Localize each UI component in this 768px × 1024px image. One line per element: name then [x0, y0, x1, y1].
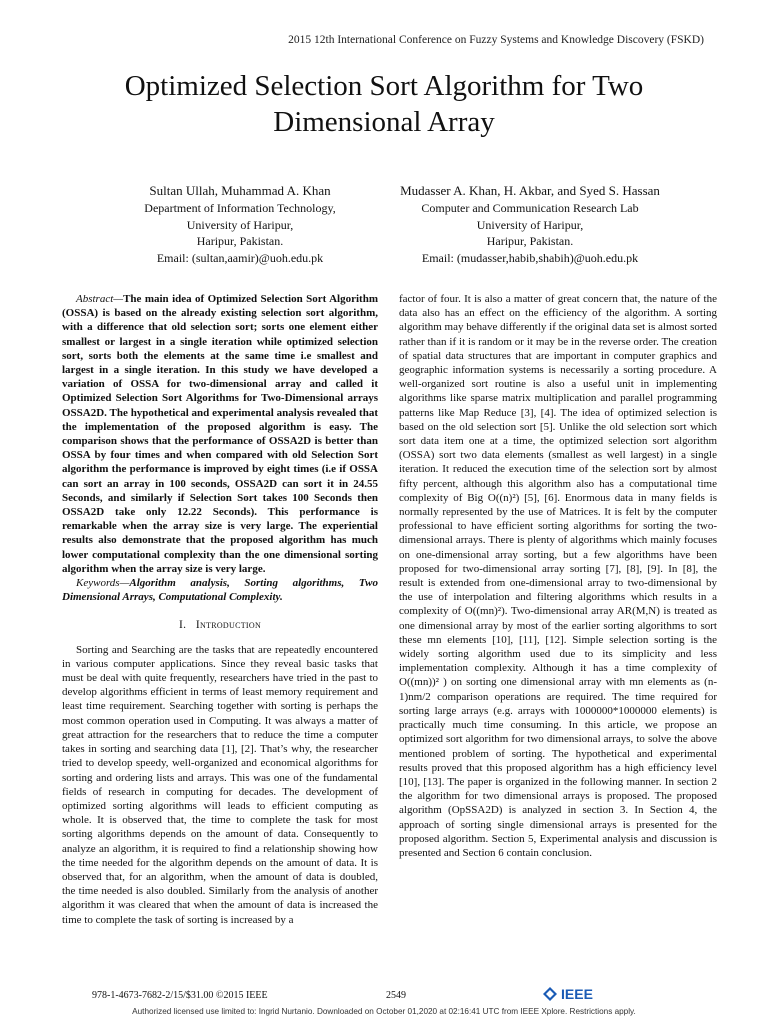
author-block-2: [370, 182, 690, 266]
author-university: University of Haripur,: [476, 217, 584, 232]
conference-header: 2015 12th International Conference on Fuzzy Systems and Knowledge Discovery (FSKD): [288, 34, 704, 46]
right-column: [399, 292, 717, 860]
author-names: Sultan Ullah, Muhammad A. Khan: [149, 183, 331, 198]
intro-paragraph: Sorting and Searching are the tasks that are repeatedly encountered in various computer applications. Since they reveal basic tasks that must be deal with quite frequently, researchers have tried in the past to develop algorithms efficient in terms of least memory requirement and least time requirement. Searching together with sorting is perhaps the most common operation used in Computing. It was always a matter of great attraction for the researchers that to reduce the time a computer takes in sorting and searching data [1], [2]. That’s why, the researcher tried to develop speedy, well-organized and economical algorithms for sorting and ordering lists and arrays. This was one of the fundamental fields of research in computing for decades. The development of optimized sorting algorithms will leads to efficient computing as whole. It is observed that, the time to complete the task for most sorting algorithms depends on the amount of data. Consequently to analyze an algorithm, it is required to find a relationship showing how the time needed for the algorithm depends on the amount of data. It is observed that, for an algorithm, when the amount of data is doubled, the time needed is also doubled. Similarly from the analysis of another algorithm it was cleared that when the amount of data is increased the time to complete the task of sorting is increased by a: [62, 643, 378, 926]
license-notice: Authorized licensed use limited to: Ingrid Nurtanio. Downloaded on October 01,2020 at 02:16:41 UTC from IEEE Xplore. Restrictions apply.: [132, 1007, 636, 1016]
author-email: Email: (sultan,aamir)@uoh.edu.pk: [156, 250, 324, 265]
author-location: Haripur, Pakistan.: [486, 234, 574, 248]
keywords-label: Keywords—: [76, 577, 130, 590]
author-university: University of Haripur,: [186, 217, 294, 232]
abstract-label: Abstract—: [76, 293, 124, 305]
section-number: I.: [178, 619, 187, 632]
author-location: Haripur, Pakistan.: [196, 234, 284, 248]
author-block-1: [110, 182, 370, 266]
left-column: [62, 292, 378, 927]
paper-title: [0, 68, 768, 140]
author-names: Mudasser A. Khan, H. Akbar, and Syed S. Hassan: [400, 183, 660, 198]
keywords: [62, 576, 378, 604]
author-affiliation: Computer and Communication Research Lab: [421, 201, 639, 215]
abstract: [62, 292, 378, 576]
title-line-2: Dimensional Array: [273, 106, 495, 138]
section-heading: [62, 618, 378, 632]
ieee-logo: [542, 986, 593, 1002]
title-line-1: Optimized Selection Sort Algorithm for Two: [124, 70, 644, 102]
section-title: Introduction: [195, 619, 262, 632]
abstract-text: The main idea of Optimized Selection Sort Algorithm (OSSA) is based on the already existing selection sort algorithm, with a difference that old selection sort; sorts one element either smallest or largest in a single iteration while optimized selection sort, sorts both the elements at the same time i.e smallest and largest in a single iteration. In this study we have developed a variation of OSSA for two-dimensional array and called it Optimized Selection Sort Algorithms for Two-Dimensional arrays OSSA2D. The hypothetical and experimental analysis revealed that the implementation of the proposed algorithm is easy. The comparison shows that the performance of OSSA2D is better than OSSA by four times and when compared with old Selection Sort algorithm the performance is improved by eight times (i.e if OSSA can sort an array in 100 seconds, OSSA2D can sort it in 24.55 Seconds, and similarly if Selection Sort takes 100 Seconds then OSSA2D take only 12.22 Seconds). This performance is remarkable when the array size is very large. The experiential results also demonstrate that the proposed algorithm has much lower computational complexity than the one dimensional sorting algorithm when the array size is very large.: [62, 293, 378, 575]
intro-paragraph-continued: factor of four. It is also a matter of great concern that, the nature of the data also has an effect on the efficiency of the algorithm. A sorting algorithm may behave differently if the original data set is almost sorted rather than if it is random or it may be in the reverse order. The creation of spatial data structures that are important in computer graphics and geographic information systems is necessarily a sorting procedure. A well-organized sort routine is also a useful unit in implementing algorithms like sparse matrix multiplication and parallel programming patterns like Map Reduce [3], [4]. The idea of optimized selection is based on the old selection sort [5]. Unlike the old selection sort which sort data item one at a time, the optimized selection sort algorithm (OSSA) sort two data elements (smallest as well largest) in a single iteration. It reduced the execution time of the selection sort by almost fifty percent, although this algorithm also has a computational time complexity of Big O((n)²) [5], [6]. Enormous data in many fields is normally represented by the use of Matrices. It is felt by the computer professional to have efficient sorting algorithms for sorting the two-dimensional arrays. There is plenty of algorithms which mainly focuses on one-dimensional array sorting, but a few algorithms have been proposed for two-dimensional array sorting [7], [8], [9]. In [8], the result is extended from one-dimensional array to two-dimensional by the use of interpolation and filtering algorithms which results in a complexity of O((mn)²). Two-dimensional array AR(M,N) is treated as one dimensional array by most of the earlier sorting algorithms to sort these mn elements [10], [11], [12]. Simple selection sorting is the widely sorting algorithm used due to its simplicity and less implementation complexity. Although it has a time complexity of O((mn))² ) on sorting one dimensional array with mn elements as (n-1)nm/2 comparison operations are required. The time required for sorting large arrays (e.g. arrays with 1000000*1000000 elements) is practically much time consuming. In this article, we propose an optimized sort algorithm for two dimensional arrays, to solve the above mentioned problem of sorting. The hypothetical and experimental results proved that this proposed algorithm has a high efficiency level [10], [13]. The paper is organized in the following manner. In section 2 the algorithm for two dimensional arrays is proposed. The proposed algorithm (OpSSA2D) is analyzed in section 3. In Section 4, the approach of sorting single dimensional arrays is presented for the proposed algorithm. Section 5, Experimental analysis and discussion is presented and Section 6 contain conclusion.: [399, 293, 717, 859]
author-affiliation: Department of Information Technology,: [144, 201, 336, 215]
author-email: Email: (mudasser,habib,shabih)@uoh.edu.pk: [421, 250, 639, 265]
footer-isbn: 978-1-4673-7682-2/15/$31.00 ©2015 IEEE: [92, 990, 268, 1001]
keywords-text: Algorithm analysis, Sorting algorithms, Two Dimensional Arrays, Computational Complexity.: [62, 577, 378, 604]
page-number: 2549: [386, 990, 406, 1001]
ieee-logo-text: IEEE: [561, 986, 593, 1002]
ieee-diamond-icon: [542, 986, 558, 1002]
